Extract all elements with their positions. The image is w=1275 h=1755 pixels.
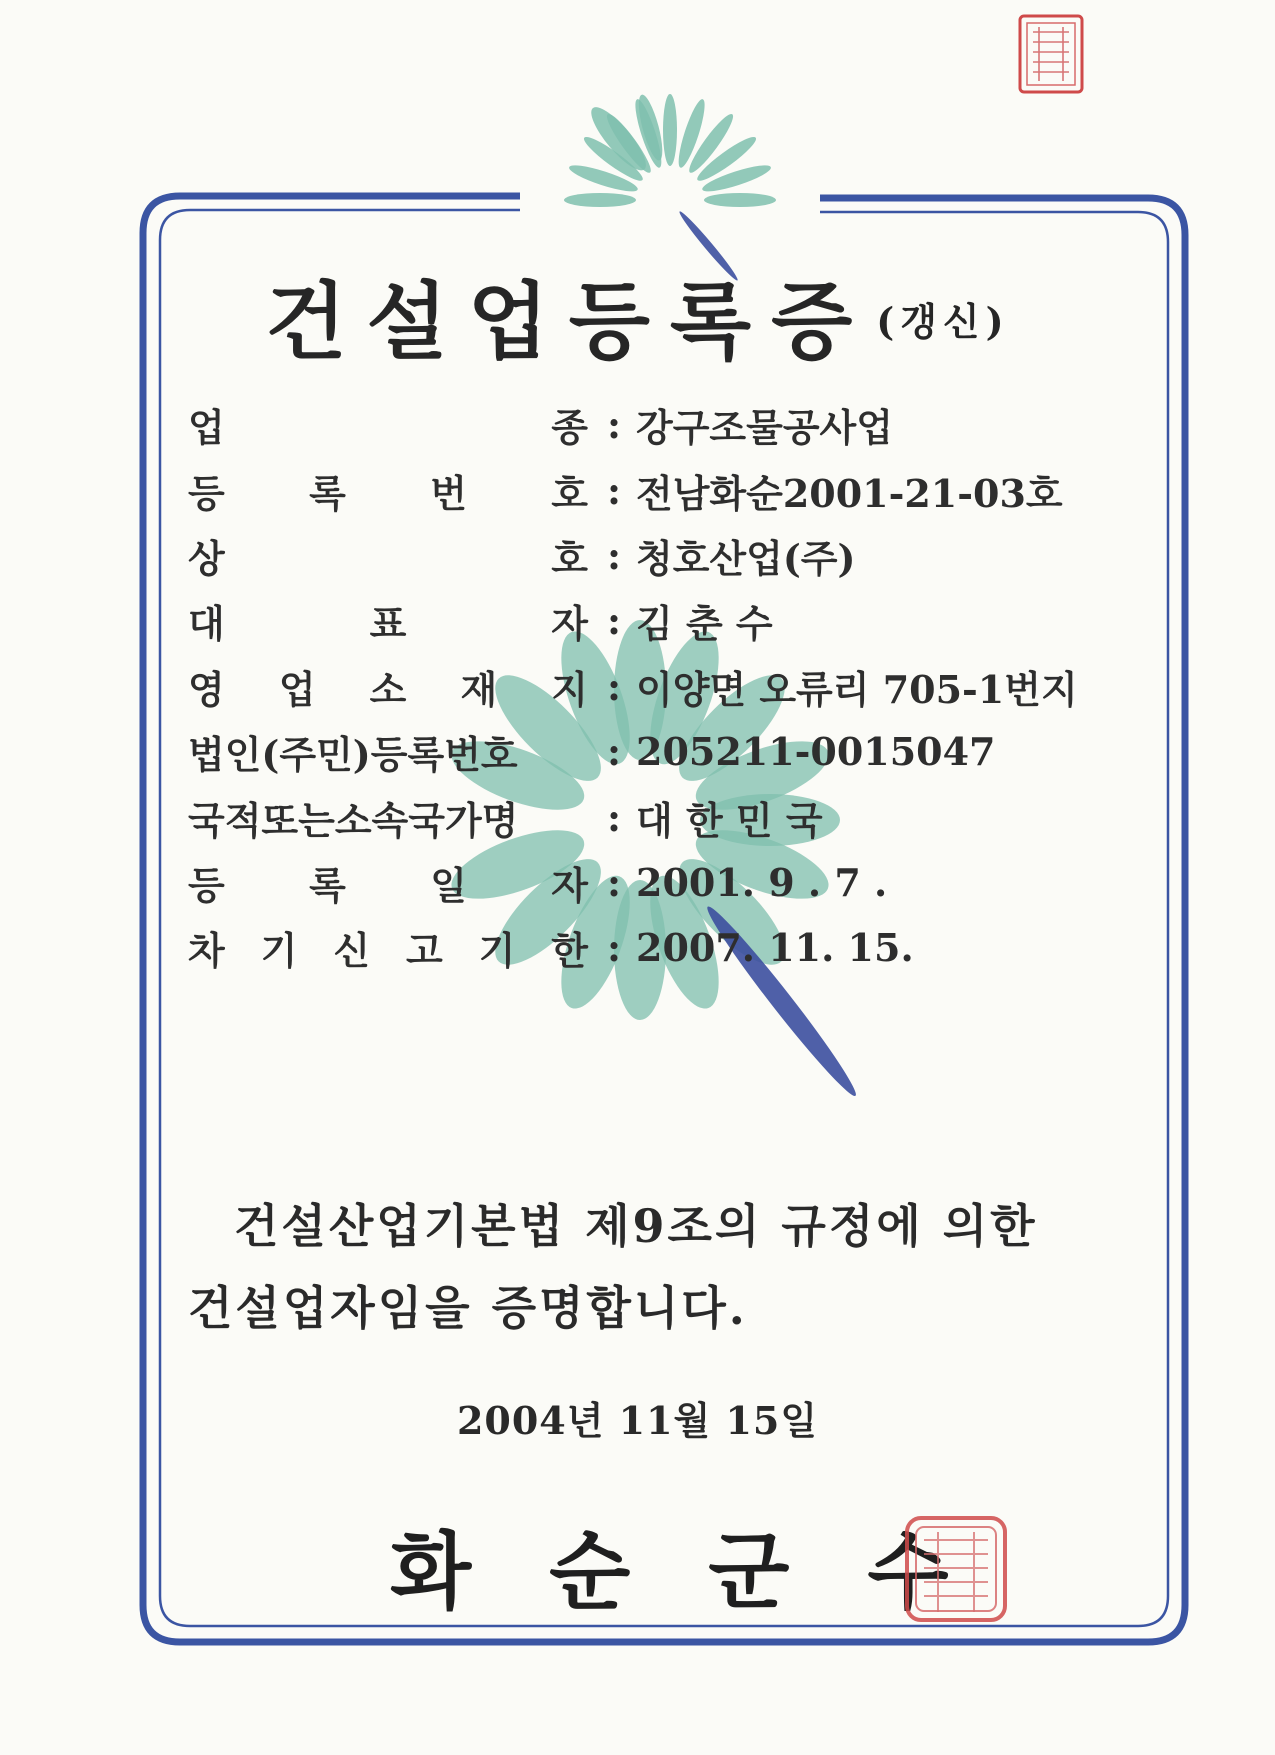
field-value: 전남화순2001-21-03호 (636, 470, 1063, 516)
field-colon: : (606, 794, 622, 840)
field-row (188, 588, 1188, 653)
field-colon: : (606, 467, 622, 513)
certification-statement (188, 1185, 1128, 1349)
field-value: 강구조물공사업 (636, 405, 893, 451)
field-label (188, 659, 592, 714)
field-label-text: 대 표 자 (188, 601, 588, 647)
certificate-title (0, 255, 1275, 376)
field-colon: : (606, 532, 622, 578)
title-subtitle: (갱신) (876, 299, 1010, 344)
field-value: 2007. 11. 15. (636, 925, 914, 971)
field-label-text: 등 록 일 자 (188, 862, 588, 908)
field-label (188, 920, 592, 975)
field-colon: : (606, 598, 622, 644)
registration-seal-icon (1015, 12, 1090, 100)
field-value: 2001. 9 . 7 . (636, 859, 888, 905)
certificate-fields (188, 392, 1188, 981)
field-row (188, 457, 1188, 522)
field-row (188, 784, 1188, 849)
field-value: 205211-0015047 (636, 729, 996, 775)
field-colon: : (606, 859, 622, 905)
field-row (188, 654, 1188, 719)
field-colon: : (606, 402, 622, 448)
field-row (188, 850, 1188, 915)
issue-date: 2004년 11월 15일 (456, 1398, 819, 1443)
field-label-text: 상 호 (188, 535, 588, 581)
field-label (188, 463, 592, 518)
field-label-text: 업 종 (188, 405, 588, 451)
field-label-text: 차 기 신 고 기 한 (188, 928, 588, 974)
field-row (188, 523, 1188, 588)
field-label-text: 영 업 소 재 지 (188, 666, 588, 712)
field-label (188, 528, 592, 583)
field-value: 청호산업(주) (636, 535, 856, 581)
field-row (188, 719, 1188, 784)
field-label (188, 593, 592, 648)
statement-line-2: 건설업자임을 증명합니다. (188, 1281, 748, 1335)
field-row (188, 915, 1188, 980)
field-row (188, 392, 1188, 457)
field-colon: : (606, 663, 622, 709)
title-text: 건설업등록증 (265, 272, 873, 371)
field-label: 국적또는소속국가명 (188, 797, 519, 843)
field-colon: : (606, 925, 622, 971)
statement-line-1: 건설산업기본법 제9조의 규정에 의한 (234, 1199, 1038, 1253)
field-label (188, 397, 592, 452)
field-label (188, 855, 592, 910)
field-value: 김 춘 수 (636, 601, 773, 647)
field-label: 법인(주민)등록번호 (188, 732, 518, 778)
field-value: 이양면 오류리 705-1번지 (636, 666, 1078, 712)
field-label-text: 등 록 번 호 (188, 470, 588, 516)
official-seal-icon (902, 1512, 1012, 1627)
field-colon: : (606, 729, 622, 775)
issuer-name: 화순군수 (390, 1522, 1027, 1621)
field-value: 대 한 민 국 (636, 797, 823, 843)
